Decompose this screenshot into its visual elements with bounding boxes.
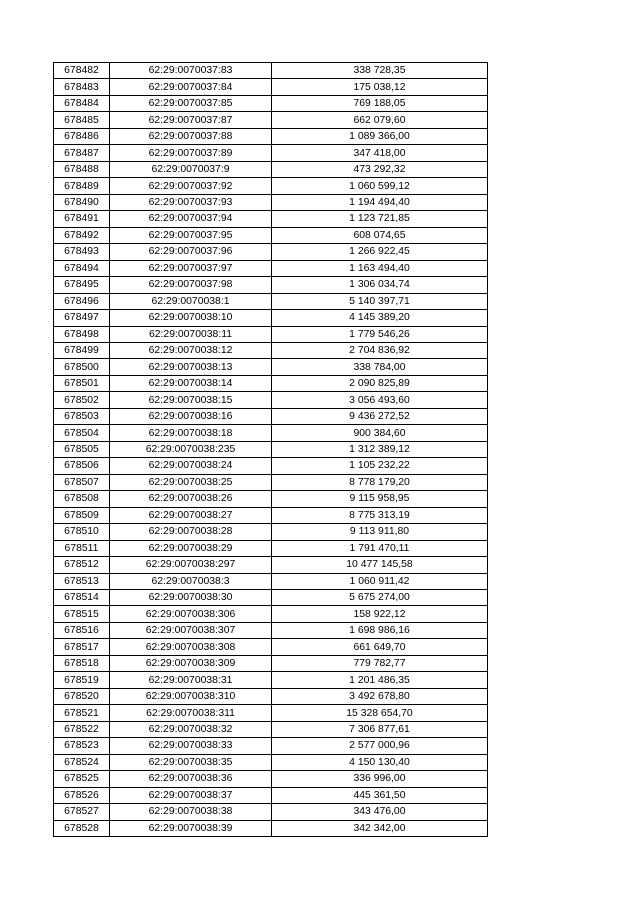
cadastral-value-cell: 661 649,70 — [272, 639, 488, 655]
cadastral-value-cell: 779 782,77 — [272, 655, 488, 671]
row-number-cell: 678520 — [54, 688, 110, 704]
table-row — [54, 688, 488, 704]
table-row — [54, 194, 488, 210]
table-row — [54, 161, 488, 177]
cadastral-number-cell: 62:29:0070037:84 — [110, 79, 272, 95]
cadastral-value-cell: 9 436 272,52 — [272, 408, 488, 424]
row-number-cell: 678515 — [54, 606, 110, 622]
table-row — [54, 540, 488, 556]
row-number-cell: 678517 — [54, 639, 110, 655]
cadastral-number-cell: 62:29:0070037:87 — [110, 112, 272, 128]
table-row — [54, 310, 488, 326]
cadastral-value-cell: 1 163 494,40 — [272, 260, 488, 276]
row-number-cell: 678528 — [54, 820, 110, 836]
row-number-cell: 678489 — [54, 178, 110, 194]
cadastral-value-cell: 473 292,32 — [272, 161, 488, 177]
table-row — [54, 63, 488, 79]
row-number-cell: 678511 — [54, 540, 110, 556]
cadastral-number-cell: 62:29:0070038:308 — [110, 639, 272, 655]
row-number-cell: 678495 — [54, 277, 110, 293]
row-number-cell: 678485 — [54, 112, 110, 128]
cadastral-value-cell: 1 123 721,85 — [272, 211, 488, 227]
cadastral-value-cell: 4 145 389,20 — [272, 310, 488, 326]
cadastral-number-cell: 62:29:0070038:32 — [110, 721, 272, 737]
row-number-cell: 678514 — [54, 590, 110, 606]
row-number-cell: 678527 — [54, 804, 110, 820]
table-row — [54, 573, 488, 589]
row-number-cell: 678524 — [54, 754, 110, 770]
row-number-cell: 678510 — [54, 524, 110, 540]
cadastral-number-cell: 62:29:0070037:94 — [110, 211, 272, 227]
cadastral-number-cell: 62:29:0070037:83 — [110, 63, 272, 79]
cadastral-number-cell: 62:29:0070038:307 — [110, 622, 272, 638]
cadastral-value-cell: 1 312 389,12 — [272, 441, 488, 457]
row-number-cell: 678526 — [54, 787, 110, 803]
cadastral-number-cell: 62:29:0070038:12 — [110, 342, 272, 358]
cadastral-value-cell: 158 922,12 — [272, 606, 488, 622]
cadastral-number-cell: 62:29:0070038:13 — [110, 359, 272, 375]
row-number-cell: 678486 — [54, 128, 110, 144]
table-row — [54, 441, 488, 457]
table-row — [54, 425, 488, 441]
row-number-cell: 678484 — [54, 95, 110, 111]
cadastral-number-cell: 62:29:0070038:35 — [110, 754, 272, 770]
cadastral-value-cell: 1 089 366,00 — [272, 128, 488, 144]
cadastral-value-cell: 3 492 678,80 — [272, 688, 488, 704]
table-row — [54, 507, 488, 523]
cadastral-number-cell: 62:29:0070037:98 — [110, 277, 272, 293]
cadastral-value-cell: 5 675 274,00 — [272, 590, 488, 606]
table-row — [54, 392, 488, 408]
cadastral-value-cell: 347 418,00 — [272, 145, 488, 161]
row-number-cell: 678519 — [54, 672, 110, 688]
table-row — [54, 128, 488, 144]
cadastral-number-cell: 62:29:0070038:309 — [110, 655, 272, 671]
row-number-cell: 678501 — [54, 375, 110, 391]
table-row — [54, 293, 488, 309]
cadastral-number-cell: 62:29:0070037:9 — [110, 161, 272, 177]
row-number-cell: 678502 — [54, 392, 110, 408]
table-row — [54, 491, 488, 507]
cadastral-value-cell: 1 779 546,26 — [272, 326, 488, 342]
row-number-cell: 678525 — [54, 771, 110, 787]
cadastral-value-cell: 8 775 313,19 — [272, 507, 488, 523]
cadastral-number-cell: 62:29:0070038:14 — [110, 375, 272, 391]
row-number-cell: 678493 — [54, 244, 110, 260]
row-number-cell: 678496 — [54, 293, 110, 309]
table-row — [54, 771, 488, 787]
row-number-cell: 678516 — [54, 622, 110, 638]
cadastral-value-cell: 662 079,60 — [272, 112, 488, 128]
table-row — [54, 359, 488, 375]
table-row — [54, 79, 488, 95]
cadastral-number-cell: 62:29:0070038:30 — [110, 590, 272, 606]
table-row — [54, 277, 488, 293]
row-number-cell: 678512 — [54, 557, 110, 573]
cadastral-value-cell: 342 342,00 — [272, 820, 488, 836]
cadastral-number-cell: 62:29:0070038:39 — [110, 820, 272, 836]
cadastral-number-cell: 62:29:0070037:93 — [110, 194, 272, 210]
cadastral-value-cell: 175 038,12 — [272, 79, 488, 95]
table-row — [54, 622, 488, 638]
cadastral-number-cell: 62:29:0070038:235 — [110, 441, 272, 457]
table-row — [54, 639, 488, 655]
cadastral-value-cell: 1 791 470,11 — [272, 540, 488, 556]
row-number-cell: 678488 — [54, 161, 110, 177]
cadastral-number-cell: 62:29:0070038:33 — [110, 738, 272, 754]
table-row — [54, 557, 488, 573]
table-row — [54, 787, 488, 803]
cadastral-number-cell: 62:29:0070037:89 — [110, 145, 272, 161]
table-row — [54, 244, 488, 260]
table-row — [54, 211, 488, 227]
cadastral-number-cell: 62:29:0070038:311 — [110, 705, 272, 721]
table-row — [54, 112, 488, 128]
cadastral-number-cell: 62:29:0070037:88 — [110, 128, 272, 144]
table-row — [54, 326, 488, 342]
cadastral-value-cell: 445 361,50 — [272, 787, 488, 803]
cadastral-value-cell: 338 728,35 — [272, 63, 488, 79]
cadastral-number-cell: 62:29:0070038:15 — [110, 392, 272, 408]
cadastral-number-cell: 62:29:0070038:24 — [110, 458, 272, 474]
row-number-cell: 678497 — [54, 310, 110, 326]
cadastral-value-cell: 10 477 145,58 — [272, 557, 488, 573]
table-row — [54, 342, 488, 358]
cadastral-value-cell: 5 140 397,71 — [272, 293, 488, 309]
row-number-cell: 678482 — [54, 63, 110, 79]
table-row — [54, 474, 488, 490]
table-row — [54, 721, 488, 737]
row-number-cell: 678499 — [54, 342, 110, 358]
row-number-cell: 678518 — [54, 655, 110, 671]
table-row — [54, 227, 488, 243]
cadastral-number-cell: 62:29:0070038:310 — [110, 688, 272, 704]
cadastral-value-cell: 336 996,00 — [272, 771, 488, 787]
table-row — [54, 804, 488, 820]
cadastral-number-cell: 62:29:0070038:36 — [110, 771, 272, 787]
cadastral-number-cell: 62:29:0070038:3 — [110, 573, 272, 589]
cadastral-value-cell: 2 577 000,96 — [272, 738, 488, 754]
cadastral-value-cell: 7 306 877,61 — [272, 721, 488, 737]
cadastral-number-cell: 62:29:0070038:306 — [110, 606, 272, 622]
row-number-cell: 678513 — [54, 573, 110, 589]
cadastral-value-cell: 15 328 654,70 — [272, 705, 488, 721]
cadastral-number-cell: 62:29:0070038:10 — [110, 310, 272, 326]
table-row — [54, 606, 488, 622]
table-row — [54, 738, 488, 754]
cadastral-value-cell: 9 115 958,95 — [272, 491, 488, 507]
row-number-cell: 678498 — [54, 326, 110, 342]
cadastral-number-cell: 62:29:0070038:297 — [110, 557, 272, 573]
table-row — [54, 95, 488, 111]
row-number-cell: 678483 — [54, 79, 110, 95]
row-number-cell: 678522 — [54, 721, 110, 737]
cadastral-value-cell: 2 704 836,92 — [272, 342, 488, 358]
cadastral-value-cell: 1 194 494,40 — [272, 194, 488, 210]
table-row — [54, 820, 488, 836]
cadastral-number-cell: 62:29:0070037:85 — [110, 95, 272, 111]
table-row — [54, 655, 488, 671]
table-row — [54, 705, 488, 721]
cadastral-number-cell: 62:29:0070037:96 — [110, 244, 272, 260]
cadastral-number-cell: 62:29:0070038:25 — [110, 474, 272, 490]
row-number-cell: 678487 — [54, 145, 110, 161]
table-row — [54, 145, 488, 161]
cadastral-number-cell: 62:29:0070038:27 — [110, 507, 272, 523]
cadastral-value-cell: 3 056 493,60 — [272, 392, 488, 408]
cadastral-value-cell: 769 188,05 — [272, 95, 488, 111]
cadastral-value-cell: 4 150 130,40 — [272, 754, 488, 770]
row-number-cell: 678509 — [54, 507, 110, 523]
table-row — [54, 408, 488, 424]
cadastral-value-cell: 343 476,00 — [272, 804, 488, 820]
cadastral-value-cell: 1 060 599,12 — [272, 178, 488, 194]
cadastral-number-cell: 62:29:0070038:31 — [110, 672, 272, 688]
row-number-cell: 678504 — [54, 425, 110, 441]
table-row — [54, 590, 488, 606]
row-number-cell: 678508 — [54, 491, 110, 507]
cadastral-value-cell: 338 784,00 — [272, 359, 488, 375]
cadastral-value-table — [53, 62, 488, 837]
cadastral-number-cell: 62:29:0070037:95 — [110, 227, 272, 243]
row-number-cell: 678503 — [54, 408, 110, 424]
cadastral-number-cell: 62:29:0070038:28 — [110, 524, 272, 540]
cadastral-value-cell: 8 778 179,20 — [272, 474, 488, 490]
row-number-cell: 678523 — [54, 738, 110, 754]
row-number-cell: 678492 — [54, 227, 110, 243]
cadastral-number-cell: 62:29:0070038:18 — [110, 425, 272, 441]
cadastral-value-cell: 9 113 911,80 — [272, 524, 488, 540]
cadastral-number-cell: 62:29:0070038:1 — [110, 293, 272, 309]
cadastral-value-cell: 1 306 034,74 — [272, 277, 488, 293]
cadastral-number-cell: 62:29:0070038:11 — [110, 326, 272, 342]
row-number-cell: 678490 — [54, 194, 110, 210]
cadastral-number-cell: 62:29:0070038:38 — [110, 804, 272, 820]
cadastral-value-cell: 1 060 911,42 — [272, 573, 488, 589]
row-number-cell: 678494 — [54, 260, 110, 276]
cadastral-value-cell: 1 105 232,22 — [272, 458, 488, 474]
cadastral-number-cell: 62:29:0070038:29 — [110, 540, 272, 556]
cadastral-value-cell: 1 201 486,35 — [272, 672, 488, 688]
cadastral-value-cell: 1 266 922,45 — [272, 244, 488, 260]
cadastral-number-cell: 62:29:0070038:37 — [110, 787, 272, 803]
cadastral-number-cell: 62:29:0070037:92 — [110, 178, 272, 194]
table-row — [54, 260, 488, 276]
cadastral-number-cell: 62:29:0070037:97 — [110, 260, 272, 276]
row-number-cell: 678505 — [54, 441, 110, 457]
row-number-cell: 678521 — [54, 705, 110, 721]
row-number-cell: 678500 — [54, 359, 110, 375]
table-row — [54, 178, 488, 194]
cadastral-value-cell: 900 384,60 — [272, 425, 488, 441]
table-row — [54, 524, 488, 540]
cadastral-number-cell: 62:29:0070038:16 — [110, 408, 272, 424]
table-row — [54, 672, 488, 688]
row-number-cell: 678491 — [54, 211, 110, 227]
row-number-cell: 678506 — [54, 458, 110, 474]
table-row — [54, 375, 488, 391]
cadastral-value-cell: 1 698 986,16 — [272, 622, 488, 638]
row-number-cell: 678507 — [54, 474, 110, 490]
cadastral-value-cell: 608 074,65 — [272, 227, 488, 243]
table-body — [54, 63, 488, 837]
table-row — [54, 754, 488, 770]
cadastral-number-cell: 62:29:0070038:26 — [110, 491, 272, 507]
table-row — [54, 458, 488, 474]
cadastral-value-cell: 2 090 825,89 — [272, 375, 488, 391]
